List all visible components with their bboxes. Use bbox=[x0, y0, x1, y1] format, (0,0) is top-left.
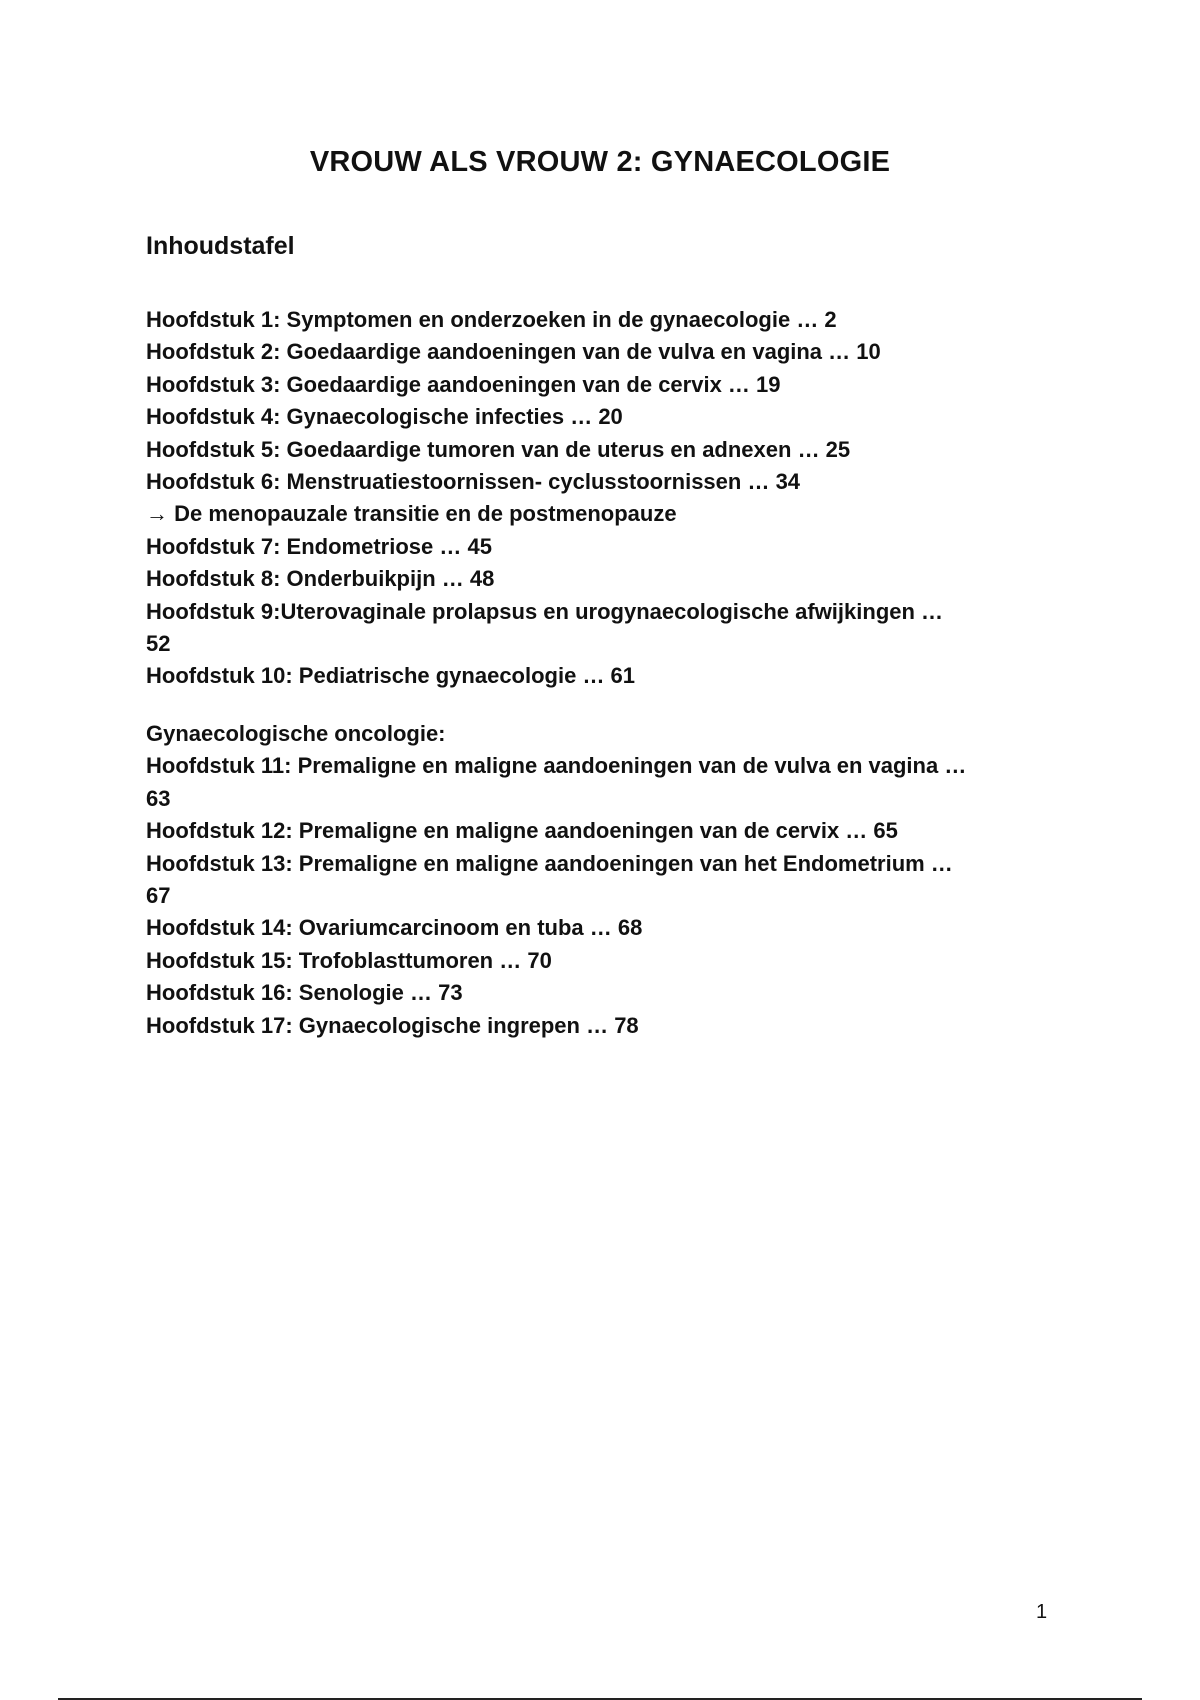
page-number: 1 bbox=[1036, 1601, 1048, 1623]
toc-main-list bbox=[146, 304, 1066, 693]
toc-entry: Hoofdstuk 16: Senologie … 73 bbox=[146, 980, 463, 1006]
toc-entry: Hoofdstuk 3: Goedaardige aandoeningen van de cervix … 19 bbox=[146, 371, 781, 397]
toc-entry: Hoofdstuk 12: Premaligne en maligne aandoeningen van de cervix … 65 bbox=[146, 818, 898, 844]
toc-entry: Hoofdstuk 8: Onderbuikpijn … 48 bbox=[146, 566, 495, 592]
toc-heading: Inhoudstafel bbox=[146, 232, 295, 260]
toc-entry: Hoofdstuk 7: Endometriose … 45 bbox=[146, 533, 492, 559]
toc-entry: Hoofdstuk 6: Menstruatiestoornissen- cyclusstoornissen … 34 bbox=[146, 469, 801, 495]
toc-entry: Hoofdstuk 1: Symptomen en onderzoeken in de gynaecologie … 2 bbox=[146, 307, 837, 332]
toc-entry: Hoofdstuk 4: Gynaecologische infecties … 20 bbox=[146, 404, 623, 430]
toc-entry: Hoofdstuk 11: Premaligne en maligne aandoeningen van de vulva en vagina … bbox=[146, 753, 967, 779]
toc-subentry: → De menopauzale transitie en de postmenopauze bbox=[146, 501, 677, 527]
toc-entry-page-continuation: 52 bbox=[146, 631, 171, 657]
toc-entry: Hoofdstuk 14: Ovariumcarcinoom en tuba … 68 bbox=[146, 915, 643, 941]
toc-entry: Hoofdstuk 15: Trofoblasttumoren … 70 bbox=[146, 947, 552, 973]
oncology-section-heading: Gynaecologische oncologie: bbox=[146, 721, 446, 746]
toc-entry: Hoofdstuk 9:Uterovaginale prolapsus en urogynaecologische afwijkingen … bbox=[146, 598, 944, 624]
toc-entry: Hoofdstuk 17: Gynaecologische ingrepen … 78 bbox=[146, 1012, 639, 1038]
toc-entry-page-continuation: 63 bbox=[146, 785, 171, 811]
page-title: VROUW ALS VROUW 2: GYNAECOLOGIE bbox=[309, 146, 891, 178]
toc-entry-page-continuation: 67 bbox=[146, 883, 171, 909]
toc-entry: Hoofdstuk 10: Pediatrische gynaecologie … 61 bbox=[146, 663, 636, 689]
toc-entry: Hoofdstuk 2: Goedaardige aandoeningen van de vulva en vagina … 10 bbox=[146, 339, 881, 365]
toc-entry: Hoofdstuk 5: Goedaardige tumoren van de uterus en adnexen … 25 bbox=[146, 436, 851, 462]
toc-oncology-list bbox=[146, 718, 1066, 1042]
toc-entry: Hoofdstuk 13: Premaligne en maligne aandoeningen van het Endometrium … bbox=[146, 850, 953, 876]
